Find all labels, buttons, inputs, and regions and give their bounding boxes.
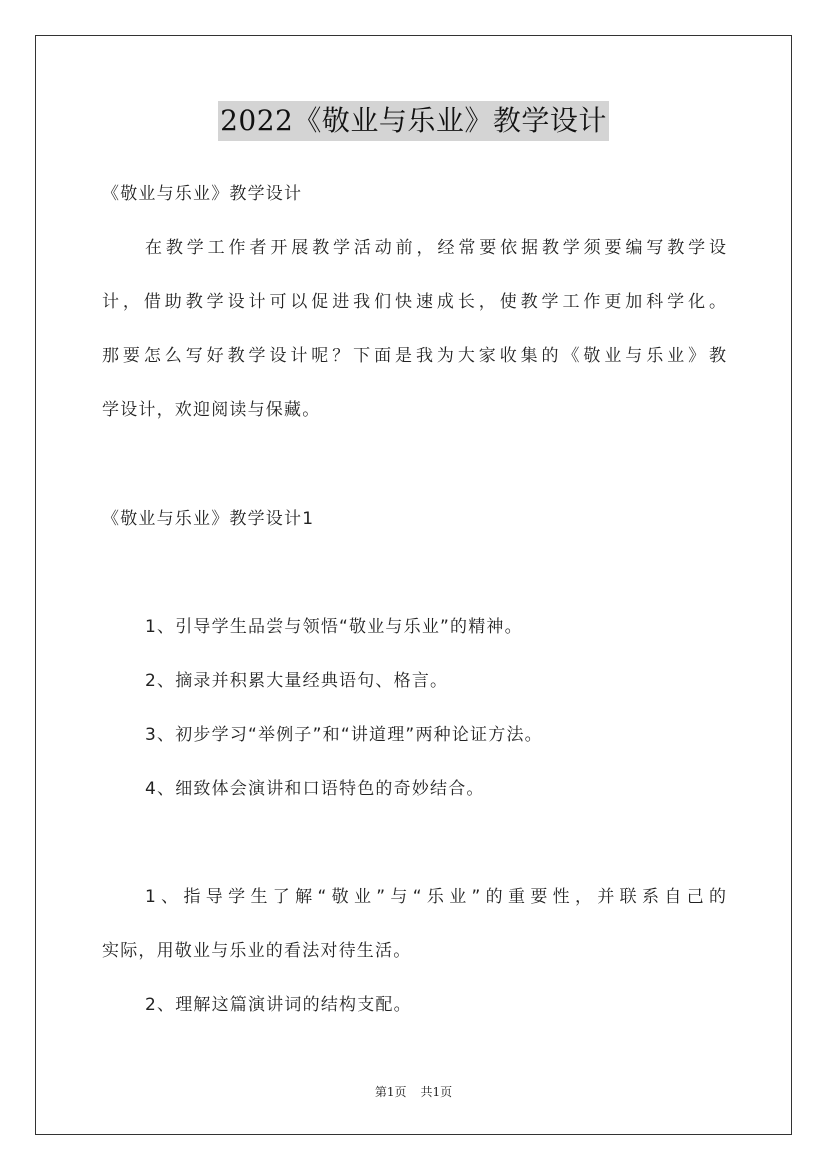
focus-item-2: 2、理解这篇演讲词的结构支配。 — [145, 995, 412, 1015]
page-number: 第1页 — [374, 1085, 407, 1099]
document-title: 2022《敬业与乐业》教学设计 — [218, 101, 609, 141]
page-total: 共1页 — [420, 1085, 453, 1099]
goal-item-1: 1、引导学生品尝与领悟“敬业与乐业”的精神。 — [145, 617, 523, 637]
section-heading: 《敬业与乐业》教学设计1 — [102, 509, 315, 529]
title-container — [0, 101, 827, 141]
intro-line-3: 那要怎么写好教学设计呢？下面是我为大家收集的《敬业与乐业》教 — [102, 346, 726, 366]
goal-item-3: 3、初步学习“举例子”和“讲道理”两种论证方法。 — [145, 725, 543, 745]
intro-line-1: 在教学工作者开展教学活动前，经常要依据教学须要编写教学设 — [145, 238, 726, 258]
focus-item-1-line-2: 实际，用敬业与乐业的看法对待生活。 — [102, 941, 412, 961]
document-subtitle: 《敬业与乐业》教学设计 — [102, 184, 303, 204]
goal-item-4: 4、细致体会演讲和口语特色的奇妙结合。 — [145, 779, 485, 799]
page-footer — [0, 1084, 827, 1100]
focus-item-1-line-1: 1、指导学生了解“敬业”与“乐业”的重要性，并联系自己的 — [145, 887, 726, 907]
intro-line-4: 学设计，欢迎阅读与保藏。 — [102, 400, 321, 420]
goal-item-2: 2、摘录并积累大量经典语句、格言。 — [145, 671, 449, 691]
intro-line-2: 计，借助教学设计可以促进我们快速成长，使教学工作更加科学化。 — [102, 292, 726, 312]
